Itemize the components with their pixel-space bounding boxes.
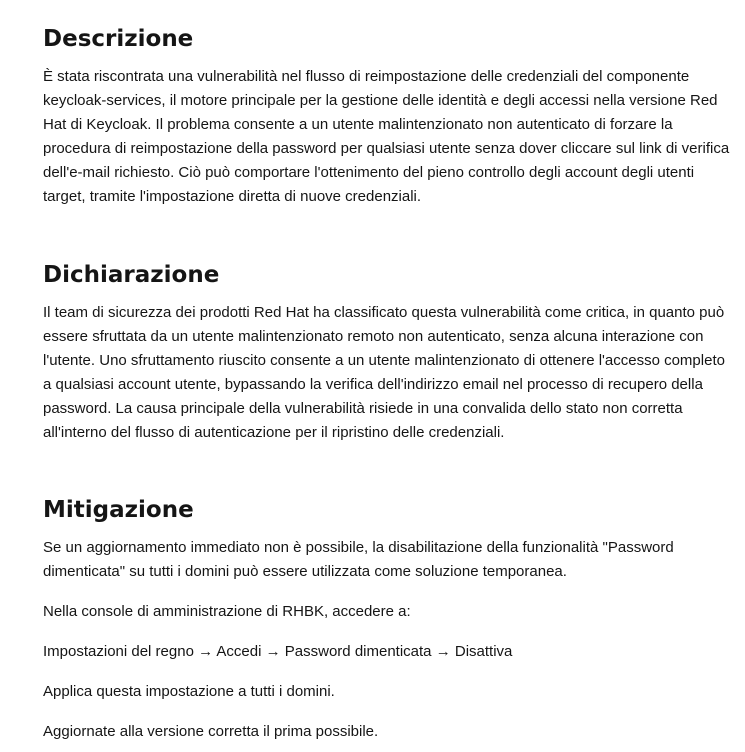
statement-heading: Dichiarazione [43,262,220,288]
statement-section [43,260,733,445]
description-heading: Descrizione [43,26,194,52]
mitigation-section [43,495,733,744]
description-text: È stata riscontrata una vulnerabilità nel flusso di reimpostazione delle credenziali del componente keycloak-services, il motore principale per la gestione delle identità e degli accessi nella versione Red Hat di Keycloak. Il problema consente a un utente malintenzionato non autenticato di forzare la procedura di reimpostazione della password per qualsiasi utente senza dover cliccare sul link di verifica dell'e-mail richiesto. Ciò può comportare l'ottenimento del pieno controllo degli account degli utenti target, tramite l'impostazione diretta di nuove credenziali. [43,68,730,205]
mitigation-paragraph-workaround: Se un aggiornamento immediato non è possibile, la disabilitazione della funzionalità "Password dimenticata" su tutti i domini può essere utilizzata come soluzione temporanea. [43,539,674,580]
mitigation-paragraph-update: Aggiornate alla versione corretta il prima possibile. [43,723,379,740]
statement-text: Il team di sicurezza dei prodotti Red Hat ha classificato questa vulnerabilità come critica, in quanto può essere sfruttata da un utente malintenzionato remoto non autenticato, senza alcuna interazione con l'utente. Uno sfruttamento riuscito consente a un utente malintenzionato di ottenere l'accesso completo a qualsiasi account utente, bypassando la verifica dell'indirizzo email nel processo di recupero della password. La causa principale della vulnerabilità risiede in una convalida dello stato non corretta all'interno del flusso di autenticazione per il ripristino delle credenziali. [43,304,725,441]
mitigation-paragraph-path: Impostazioni del regno → Accedi → Password dimenticata → Disattiva [43,643,513,660]
mitigation-paragraph-apply: Applica questa impostazione a tutti i domini. [43,683,335,700]
mitigation-heading: Mitigazione [43,497,194,523]
description-section [43,24,733,209]
mitigation-paragraph-console: Nella console di amministrazione di RHBK, accedere a: [43,603,411,620]
